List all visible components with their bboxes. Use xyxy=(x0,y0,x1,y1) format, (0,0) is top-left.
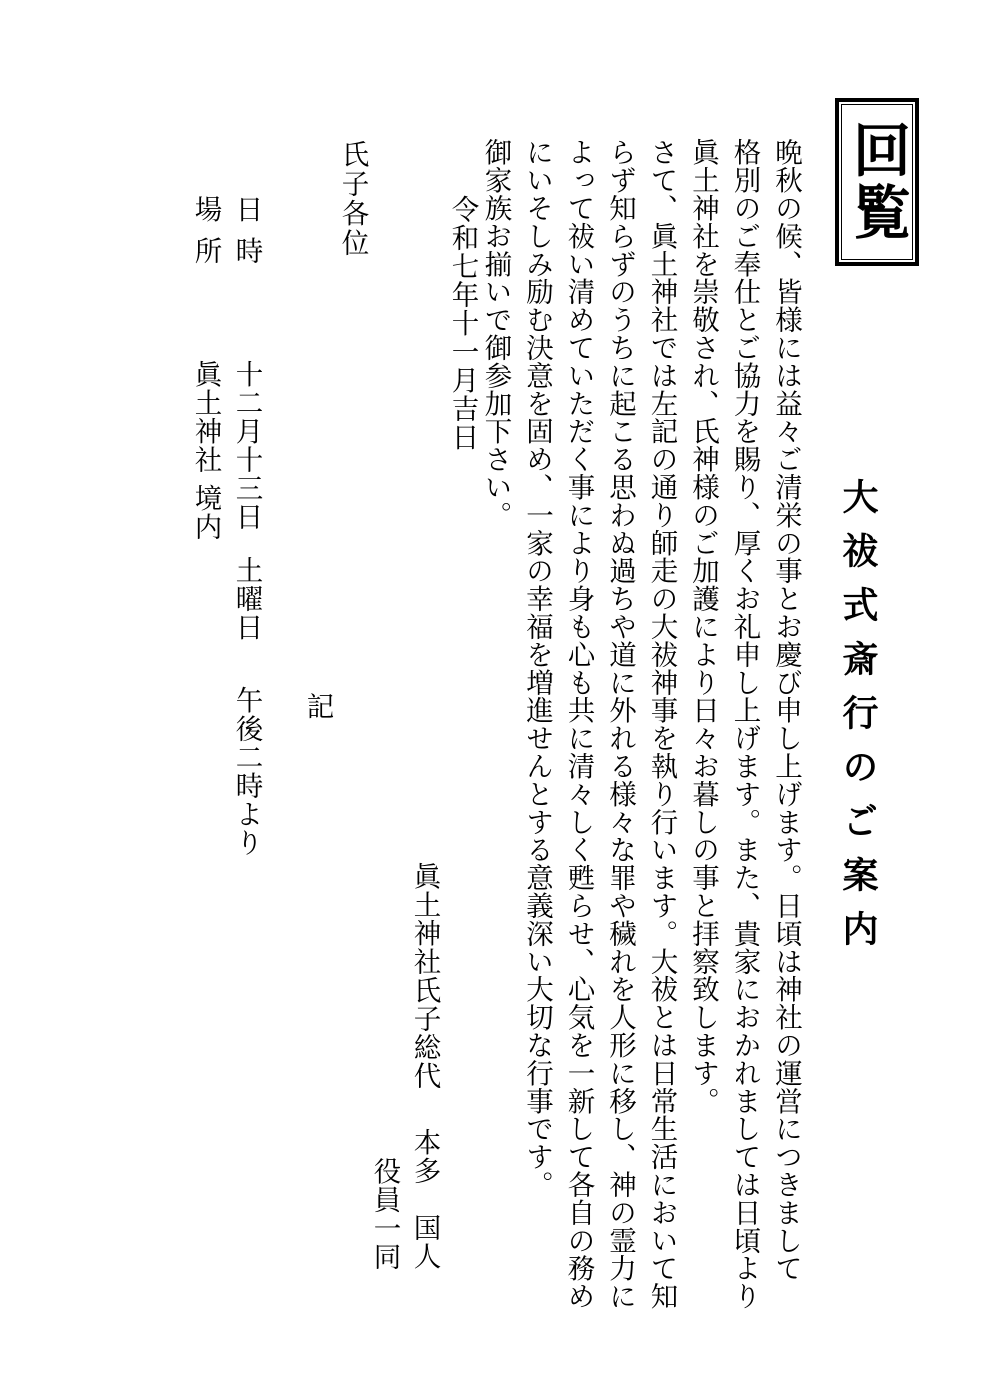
body-line: 格別のご奉仕とご協力を賜り、厚くお礼申し上げます。また、貴家におかれましては日頃より xyxy=(728,138,761,1310)
body-line: 晩秋の候、皆様には益々ご清栄の事とお慶び申し上げます。日頃は神社の運営につきまして xyxy=(770,138,802,1282)
circular-stamp-inner-border xyxy=(841,104,913,260)
circular-stamp-text: 回覧 xyxy=(843,120,911,244)
circular-stamp xyxy=(835,98,919,266)
notice-body xyxy=(479,138,806,1310)
details-heading: 記 xyxy=(301,692,334,720)
sender-organization: 眞土神社氏子総代 xyxy=(408,862,441,1090)
body-line: さて、眞土神社では左記の通り師走の大祓神事を執り行います。大祓とは日常生活において知 xyxy=(645,138,678,1310)
issue-date: 令和七年十一月吉日 xyxy=(446,195,479,452)
where-label: 場所 xyxy=(189,195,222,278)
body-line: よって祓い清めていただく事により身も心も共に清々しく甦らせ、心気を一新して各自の務め xyxy=(562,138,595,1310)
body-line: 御家族お揃いで御参加下さい。 xyxy=(479,138,512,529)
sender-staff: 役員一同 xyxy=(368,1157,401,1271)
body-line: らず知らずのうちに起こる思わぬ過ちや道に外れる様々な罪や穢れを人形に移し、神の霊力に xyxy=(604,138,636,1310)
notice-title: 大祓式斎行のご案内 xyxy=(837,478,879,964)
event-place: 眞土神社 xyxy=(189,360,222,474)
when-label: 日時 xyxy=(230,195,263,278)
body-line: にいそしみ励む決意を固め、一家の幸福を増進せんとする意義深い大切な行事です。 xyxy=(521,138,553,1199)
event-weekday: 土曜日 xyxy=(230,556,263,642)
event-time: 午後二時より xyxy=(230,686,263,857)
sender-representative: 本多 国人 xyxy=(408,1128,441,1271)
event-area: 境内 xyxy=(189,484,222,541)
body-line: 眞土神社を崇敬され、氏神様のご加護により日々お暮しの事と拝察致します。 xyxy=(687,138,719,1115)
event-date: 十二月十三日 xyxy=(230,360,263,531)
recipients: 氏子各位 xyxy=(336,140,369,258)
